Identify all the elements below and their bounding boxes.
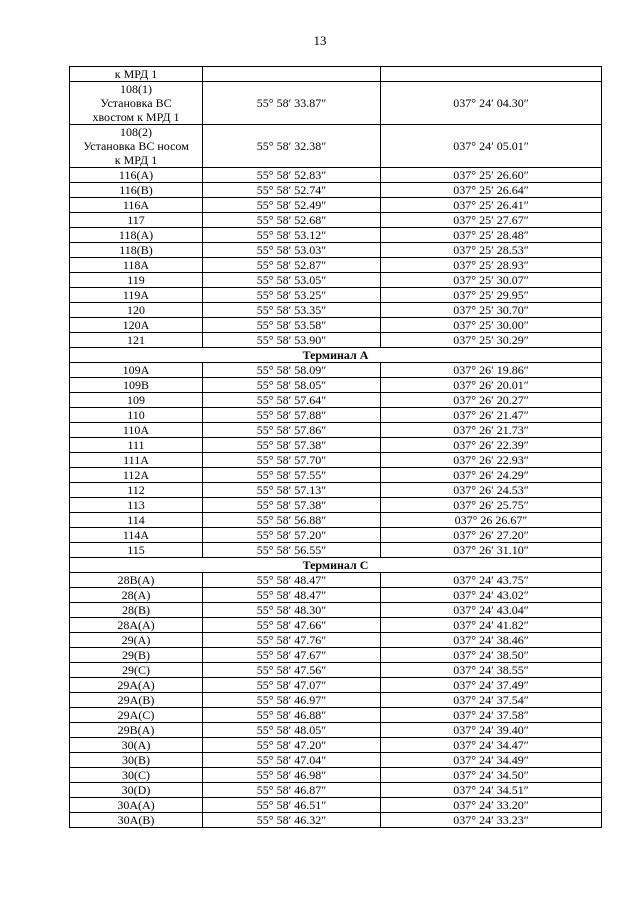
- table-row: [70, 168, 602, 183]
- point-cell: 120A: [70, 318, 203, 333]
- point-cell: 112A: [70, 468, 203, 483]
- point-cell: [70, 125, 203, 168]
- point-cell: 29(A): [70, 633, 203, 648]
- longitude-cell: 037° 24′ 37.54″: [381, 693, 602, 708]
- table-row: [70, 453, 602, 468]
- latitude-cell: 55° 58′ 47.20″: [203, 738, 381, 753]
- longitude-cell: 037° 24′ 38.46″: [381, 633, 602, 648]
- table-row: [70, 363, 602, 378]
- latitude-cell: 55° 58′ 46.51″: [203, 798, 381, 813]
- table-row: [70, 708, 602, 723]
- longitude-cell: 037° 24′ 34.49″: [381, 753, 602, 768]
- longitude-cell: 037° 25′ 27.67″: [381, 213, 602, 228]
- table-row: [70, 333, 602, 348]
- latitude-cell: 55° 58′ 53.05″: [203, 273, 381, 288]
- table-row: [70, 813, 602, 828]
- table-row: [70, 723, 602, 738]
- point-line: Установка ВС: [100, 96, 172, 110]
- longitude-cell: 037° 26′ 24.53″: [381, 483, 602, 498]
- table-row: [70, 318, 602, 333]
- point-cell: 28A(A): [70, 618, 203, 633]
- latitude-cell: 55° 58′ 57.70″: [203, 453, 381, 468]
- latitude-cell: 55° 58′ 48.05″: [203, 723, 381, 738]
- table-row: [70, 618, 602, 633]
- longitude-cell: 037° 25′ 26.60″: [381, 168, 602, 183]
- table-row: [70, 198, 602, 213]
- point-cell: 29A(B): [70, 693, 203, 708]
- longitude-cell: 037° 26′ 20.01″: [381, 378, 602, 393]
- point-cell: 109B: [70, 378, 203, 393]
- table-row: [70, 768, 602, 783]
- table-row: [70, 438, 602, 453]
- latitude-cell: 55° 58′ 57.20″: [203, 528, 381, 543]
- page-number: 13: [313, 33, 327, 48]
- table-row: [70, 228, 602, 243]
- table-row: [70, 408, 602, 423]
- longitude-cell: 037° 24′ 05.01″: [381, 125, 602, 168]
- latitude-cell: 55° 58′ 57.55″: [203, 468, 381, 483]
- latitude-cell: 55° 58′ 57.13″: [203, 483, 381, 498]
- point-cell: к МРД 1: [70, 67, 203, 82]
- coordinates-table: [69, 66, 602, 828]
- latitude-cell: 55° 58′ 52.74″: [203, 183, 381, 198]
- latitude-cell: 55° 58′ 47.04″: [203, 753, 381, 768]
- table-row: [70, 693, 602, 708]
- latitude-cell: 55° 58′ 48.47″: [203, 573, 381, 588]
- table-row: [70, 573, 602, 588]
- table-row: [70, 82, 602, 125]
- point-cell: 29A(A): [70, 678, 203, 693]
- table-row: [70, 603, 602, 618]
- table-row: [70, 648, 602, 663]
- point-cell: 114A: [70, 528, 203, 543]
- table-row: [70, 663, 602, 678]
- point-cell: 30(D): [70, 783, 203, 798]
- latitude-cell: 55° 58′ 48.47″: [203, 588, 381, 603]
- point-cell: 28(B): [70, 603, 203, 618]
- longitude-cell: 037° 25′ 30.70″: [381, 303, 602, 318]
- point-cell: 116(B): [70, 183, 203, 198]
- point-cell: 111: [70, 438, 203, 453]
- point-cell: 117: [70, 213, 203, 228]
- section-title-terminal-c: Терминал С: [70, 558, 602, 573]
- point-cell: 114: [70, 513, 203, 528]
- table-row: [70, 393, 602, 408]
- point-cell: 118A: [70, 258, 203, 273]
- latitude-cell: 55° 58′ 52.87″: [203, 258, 381, 273]
- point-cell: 30A(A): [70, 798, 203, 813]
- longitude-cell: 037° 24′ 43.75″: [381, 573, 602, 588]
- point-cell: 118(A): [70, 228, 203, 243]
- latitude-cell: 55° 58′ 32.38″: [203, 125, 381, 168]
- latitude-cell: 55° 58′ 53.35″: [203, 303, 381, 318]
- longitude-cell: 037° 24′ 33.23″: [381, 813, 602, 828]
- longitude-cell: 037° 26′ 25.75″: [381, 498, 602, 513]
- point-line: 108(1): [120, 82, 152, 96]
- point-cell: 30A(B): [70, 813, 203, 828]
- point-cell: 119A: [70, 288, 203, 303]
- latitude-cell: 55° 58′ 52.49″: [203, 198, 381, 213]
- latitude-cell: 55° 58′ 46.87″: [203, 783, 381, 798]
- longitude-cell: 037° 25′ 26.41″: [381, 198, 602, 213]
- longitude-cell: 037° 25′ 29.95″: [381, 288, 602, 303]
- point-cell: 109: [70, 393, 203, 408]
- point-cell: 29(B): [70, 648, 203, 663]
- latitude-cell: 55° 58′ 47.67″: [203, 648, 381, 663]
- latitude-cell: 55° 58′ 46.88″: [203, 708, 381, 723]
- table-row: [70, 633, 602, 648]
- longitude-cell: 037° 25′ 28.53″: [381, 243, 602, 258]
- point-cell: 110A: [70, 423, 203, 438]
- table-row: [70, 378, 602, 393]
- latitude-cell: 55° 58′ 53.03″: [203, 243, 381, 258]
- table-row: [70, 798, 602, 813]
- longitude-cell: 037° 24′ 39.40″: [381, 723, 602, 738]
- latitude-cell: 55° 58′ 57.64″: [203, 393, 381, 408]
- latitude-cell: 55° 58′ 58.05″: [203, 378, 381, 393]
- longitude-cell: 037° 25′ 28.93″: [381, 258, 602, 273]
- table-row: [70, 258, 602, 273]
- longitude-cell: 037° 25′ 26.64″: [381, 183, 602, 198]
- latitude-cell: 55° 58′ 52.68″: [203, 213, 381, 228]
- table-row: [70, 678, 602, 693]
- table-row: [70, 468, 602, 483]
- longitude-cell: 037° 24′ 43.04″: [381, 603, 602, 618]
- point-cell: 30(B): [70, 753, 203, 768]
- latitude-cell: 55° 58′ 58.09″: [203, 363, 381, 378]
- longitude-cell: 037° 25′ 30.00″: [381, 318, 602, 333]
- latitude-cell: 55° 58′ 46.32″: [203, 813, 381, 828]
- longitude-cell: 037° 26′ 24.29″: [381, 468, 602, 483]
- point-cell: 29A(C): [70, 708, 203, 723]
- point-line: Установка ВС носом: [83, 139, 189, 153]
- table-row: [70, 513, 602, 528]
- longitude-cell: 037° 25′ 30.29″: [381, 333, 602, 348]
- point-cell: 113: [70, 498, 203, 513]
- table-row: [70, 183, 602, 198]
- point-line: 108(2): [120, 125, 152, 139]
- latitude-cell: 55° 58′ 33.87″: [203, 82, 381, 125]
- longitude-cell: 037° 26′ 19.86″: [381, 363, 602, 378]
- longitude-cell: 037° 25′ 30.07″: [381, 273, 602, 288]
- longitude-cell: 037° 26′ 21.73″: [381, 423, 602, 438]
- latitude-cell: 55° 58′ 53.90″: [203, 333, 381, 348]
- point-cell: 109A: [70, 363, 203, 378]
- longitude-cell: 037° 24′ 37.49″: [381, 678, 602, 693]
- longitude-cell: [381, 67, 602, 82]
- longitude-cell: 037° 26 26.67″: [381, 513, 602, 528]
- table-row: [70, 543, 602, 558]
- table-row: [70, 423, 602, 438]
- table-row: [70, 528, 602, 543]
- latitude-cell: 55° 58′ 46.97″: [203, 693, 381, 708]
- point-line: хвостом к МРД 1: [92, 110, 180, 124]
- table-row: [70, 273, 602, 288]
- point-cell: 112: [70, 483, 203, 498]
- latitude-cell: 55° 58′ 56.88″: [203, 513, 381, 528]
- longitude-cell: 037° 24′ 34.50″: [381, 768, 602, 783]
- longitude-cell: 037° 25′ 28.48″: [381, 228, 602, 243]
- latitude-cell: 55° 58′ 47.66″: [203, 618, 381, 633]
- table-row: [70, 303, 602, 318]
- coordinates-table-body: [70, 67, 602, 828]
- table-row: [70, 753, 602, 768]
- latitude-cell: 55° 58′ 53.25″: [203, 288, 381, 303]
- point-cell: 111A: [70, 453, 203, 468]
- latitude-cell: 55° 58′ 56.55″: [203, 543, 381, 558]
- longitude-cell: 037° 24′ 37.58″: [381, 708, 602, 723]
- table-row: [70, 125, 602, 168]
- table-row: [70, 738, 602, 753]
- point-cell: 116A: [70, 198, 203, 213]
- table-row: [70, 288, 602, 303]
- table-row: [70, 783, 602, 798]
- longitude-cell: 037° 26′ 31.10″: [381, 543, 602, 558]
- latitude-cell: 55° 58′ 52.83″: [203, 168, 381, 183]
- longitude-cell: 037° 26′ 22.39″: [381, 438, 602, 453]
- point-cell: 30(A): [70, 738, 203, 753]
- point-cell: 29B(A): [70, 723, 203, 738]
- section-row: [70, 558, 602, 573]
- latitude-cell: 55° 58′ 53.58″: [203, 318, 381, 333]
- point-cell: 115: [70, 543, 203, 558]
- point-cell: 116(A): [70, 168, 203, 183]
- point-cell: 121: [70, 333, 203, 348]
- table-row: [70, 588, 602, 603]
- latitude-cell: 55° 58′ 53.12″: [203, 228, 381, 243]
- point-cell: 118(B): [70, 243, 203, 258]
- point-cell: 110: [70, 408, 203, 423]
- longitude-cell: 037° 26′ 20.27″: [381, 393, 602, 408]
- point-cell: 120: [70, 303, 203, 318]
- longitude-cell: 037° 24′ 38.50″: [381, 648, 602, 663]
- table-row: [70, 483, 602, 498]
- table-row: [70, 67, 602, 82]
- point-cell: [70, 82, 203, 125]
- point-cell: 28B(A): [70, 573, 203, 588]
- latitude-cell: 55° 58′ 47.76″: [203, 633, 381, 648]
- table-row: [70, 213, 602, 228]
- latitude-cell: 55° 58′ 47.56″: [203, 663, 381, 678]
- point-cell: 119: [70, 273, 203, 288]
- longitude-cell: 037° 24′ 38.55″: [381, 663, 602, 678]
- longitude-cell: 037° 26′ 22.93″: [381, 453, 602, 468]
- point-line: к МРД 1: [114, 153, 158, 167]
- longitude-cell: 037° 26′ 21.47″: [381, 408, 602, 423]
- point-cell: 29(C): [70, 663, 203, 678]
- longitude-cell: 037° 24′ 34.47″: [381, 738, 602, 753]
- table-row: [70, 498, 602, 513]
- longitude-cell: 037° 26′ 27.20″: [381, 528, 602, 543]
- latitude-cell: 55° 58′ 57.88″: [203, 408, 381, 423]
- longitude-cell: 037° 24′ 34.51″: [381, 783, 602, 798]
- point-cell: 28(A): [70, 588, 203, 603]
- latitude-cell: 55° 58′ 57.38″: [203, 438, 381, 453]
- latitude-cell: 55° 58′ 46.98″: [203, 768, 381, 783]
- longitude-cell: 037° 24′ 04.30″: [381, 82, 602, 125]
- longitude-cell: 037° 24′ 41.82″: [381, 618, 602, 633]
- latitude-cell: 55° 58′ 57.38″: [203, 498, 381, 513]
- latitude-cell: [203, 67, 381, 82]
- section-row: [70, 348, 602, 363]
- latitude-cell: 55° 58′ 57.86″: [203, 423, 381, 438]
- section-title-terminal-a: Терминал А: [70, 348, 602, 363]
- latitude-cell: 55° 58′ 48.30″: [203, 603, 381, 618]
- table-row: [70, 243, 602, 258]
- longitude-cell: 037° 24′ 43.02″: [381, 588, 602, 603]
- point-cell: 30(C): [70, 768, 203, 783]
- latitude-cell: 55° 58′ 47.07″: [203, 678, 381, 693]
- longitude-cell: 037° 24′ 33.20″: [381, 798, 602, 813]
